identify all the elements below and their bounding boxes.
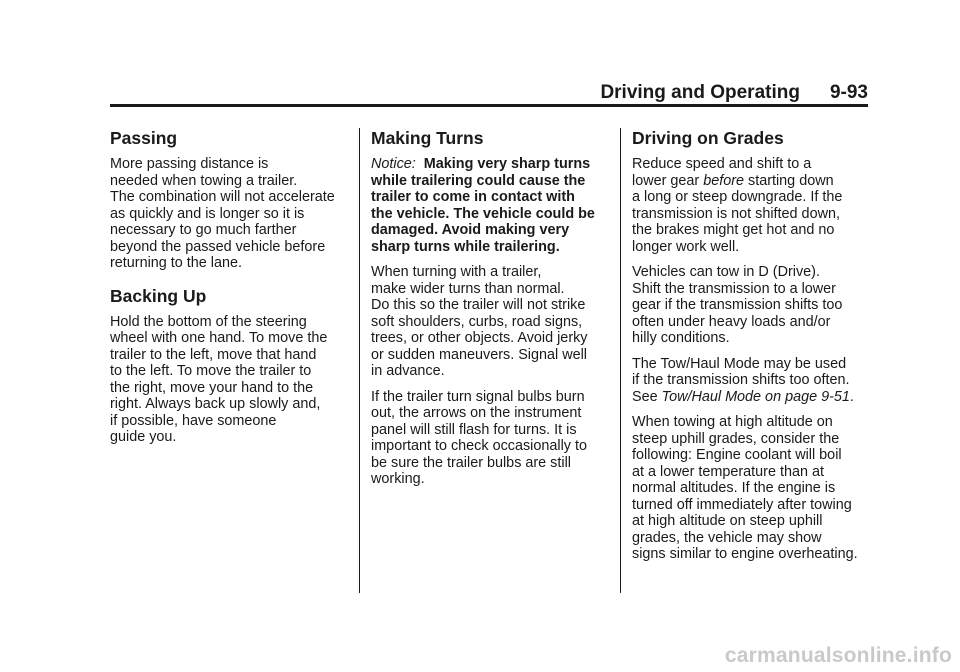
text-line <box>632 173 864 190</box>
notice-label: Notice: <box>371 156 416 172</box>
text-line: be sure the trailer bulbs are still <box>371 454 571 471</box>
page-number: 9-93 <box>829 82 868 103</box>
text-line: soft shoulders, curbs, road signs, <box>371 313 583 330</box>
notice-paragraph <box>371 156 603 255</box>
text-line: as quickly and is longer so it is <box>110 205 305 222</box>
text-line: wheel with one hand. To move the <box>110 330 328 346</box>
text-line: working. <box>371 471 425 487</box>
text-line: panel will still flash for turns. It is <box>371 421 577 438</box>
column-divider <box>359 128 360 593</box>
heading-driving-on-grades: Driving on Grades <box>632 128 784 148</box>
signal-paragraph <box>371 389 603 488</box>
passing-paragraph <box>110 156 342 272</box>
column-right <box>632 128 864 572</box>
text-line: Reduce speed and shift to a <box>632 156 812 172</box>
column-divider <box>620 128 621 593</box>
text-line: out, the arrows on the instrument <box>371 405 582 421</box>
cross-reference-link[interactable]: Tow/Haul Mode on page 9-51 <box>661 388 850 405</box>
text-line: necessary to go much farther <box>110 222 297 238</box>
text-line: When towing at high altitude on <box>632 414 833 430</box>
text-line: in advance. <box>371 363 445 379</box>
notice-text: Making very sharp turns <box>423 156 591 172</box>
text-line: gear if the transmission shifts too <box>632 297 843 313</box>
text-line <box>371 156 603 173</box>
text-line: needed when towing a trailer. <box>110 172 298 189</box>
text-line: grades, the vehicle may show <box>632 529 822 546</box>
text-line: turned off immediately after towing <box>632 496 852 513</box>
grades-paragraph <box>632 156 864 255</box>
text-line: if the transmission shifts too often. <box>632 372 850 388</box>
text-line: the brakes might get hot and no <box>632 222 835 238</box>
text-line: often under heavy loads and/or <box>632 313 831 330</box>
text-line: When turning with a trailer, <box>371 264 542 280</box>
backing-paragraph <box>110 314 342 446</box>
text-line: Vehicles can tow in D (Drive). <box>632 264 820 280</box>
text-line: the right, move your hand to the <box>110 379 314 396</box>
text-line: the vehicle. The vehicle could be <box>371 205 595 222</box>
section-title: Driving and Operating <box>600 82 800 103</box>
text-fragment: See <box>632 388 662 405</box>
text-line: The combination will not accelerate <box>110 189 335 205</box>
text-line: Do this so the trailer will not strike <box>371 297 586 313</box>
text-line: beyond the passed vehicle before <box>110 238 326 255</box>
text-line: trees, or other objects. Avoid jerky <box>371 330 588 346</box>
tow-drive-paragraph <box>632 264 864 347</box>
heading-passing: Passing <box>110 128 178 148</box>
text-line: a long or steep downgrade. If the <box>632 189 843 205</box>
text-line: while trailering could cause the <box>371 172 586 189</box>
text-line: normal altitudes. If the engine is <box>632 480 836 496</box>
text-line: transmission is not shifted down, <box>632 205 840 222</box>
heading-making-turns: Making Turns <box>371 128 484 148</box>
text-line: trailer to come in contact with <box>371 189 575 205</box>
text-fragment: . <box>849 388 854 405</box>
text-line: If the trailer turn signal bulbs burn <box>371 388 585 405</box>
turning-paragraph <box>371 264 603 380</box>
altitude-paragraph <box>632 414 864 563</box>
text-line: following: Engine coolant will boil <box>632 447 842 463</box>
text-line: steep uphill grades, consider the <box>632 430 840 447</box>
text-line: right. Always back up slowly and, <box>110 396 321 412</box>
text-line: More passing distance is <box>110 156 269 172</box>
header-rule <box>110 104 868 107</box>
watermark-text: carmanualsonline.info <box>724 644 952 667</box>
text-line: important to check occasionally to <box>371 438 587 454</box>
tow-haul-paragraph <box>632 356 864 406</box>
column-middle <box>371 128 603 497</box>
emphasis-before: before <box>703 172 744 189</box>
text-line: signs similar to engine overheating. <box>632 546 858 562</box>
text-line: at a lower temperature than at <box>632 463 824 480</box>
text-line: longer work well. <box>632 238 740 255</box>
text-line: Hold the bottom of the steering <box>110 313 307 330</box>
text-line: returning to the lane. <box>110 255 243 271</box>
text-line: damaged. Avoid making very <box>371 222 570 238</box>
text-line: Shift the transmission to a lower <box>632 280 836 297</box>
text-line: hilly conditions. <box>632 330 730 346</box>
page-header <box>110 82 868 104</box>
heading-backing-up: Backing Up <box>110 285 207 306</box>
text-line <box>632 389 864 406</box>
text-line: The Tow/Haul Mode may be used <box>632 355 847 372</box>
text-line: make wider turns than normal. <box>371 280 565 297</box>
text-fragment: lower gear <box>632 172 704 189</box>
text-line: if possible, have someone <box>110 412 277 429</box>
column-left <box>110 128 342 455</box>
text-line: guide you. <box>110 429 177 445</box>
text-line: trailer to the left, move that hand <box>110 346 317 363</box>
text-fragment: starting down <box>744 172 834 189</box>
text-line: sharp turns while trailering. <box>371 238 560 255</box>
text-line: or sudden maneuvers. Signal well <box>371 346 587 363</box>
text-line: at high altitude on steep uphill <box>632 513 823 529</box>
text-line: to the left. To move the trailer to <box>110 363 312 379</box>
